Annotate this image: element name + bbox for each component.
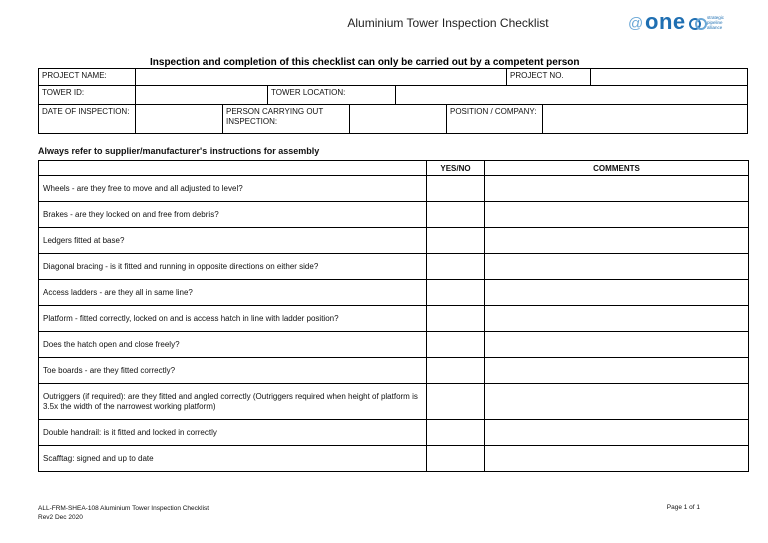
section-title: Always refer to supplier/manufacturer's instructions for assembly [38,146,320,156]
logo-one: one [645,9,686,34]
header-comments: COMMENTS [485,161,749,176]
checklist-question: Access ladders - are they all in same line? [39,280,427,306]
position-company-field[interactable] [542,104,748,134]
tower-location-field[interactable] [395,85,748,105]
logo-rings-icon [688,16,708,32]
comments-cell[interactable] [485,446,749,472]
project-name-field[interactable] [135,68,507,86]
checklist-question: Scafftag: signed and up to date [39,446,427,472]
footer-page-number: Page 1 of 1 [666,504,700,511]
checklist-question: Toe boards - are they fitted correctly? [39,358,427,384]
comments-cell[interactable] [485,228,749,254]
checklist-row [39,358,749,384]
tower-location-label: TOWER LOCATION: [267,85,396,105]
yes-no-cell[interactable] [427,280,485,306]
comments-cell[interactable] [485,202,749,228]
project-no-field[interactable] [590,68,748,86]
yes-no-cell[interactable] [427,332,485,358]
logo-at: @ [628,15,644,32]
checklist-row [39,332,749,358]
comments-cell[interactable] [485,176,749,202]
checklist-row [39,280,749,306]
document-title: Aluminium Tower Inspection Checklist [347,16,549,30]
header-fields-grid [38,68,748,134]
footer-revision: Rev2 Dec 2020 [38,514,83,521]
checklist-question: Diagonal bracing - is it fitted and running in opposite directions on either side? [39,254,427,280]
yes-no-cell[interactable] [427,420,485,446]
tower-id-field[interactable] [135,85,268,105]
competent-person-notice: Inspection and completion of this checklist can only be carried out by a competent person [150,57,580,68]
header-item [39,161,427,176]
one-logo [628,9,738,38]
yes-no-cell[interactable] [427,446,485,472]
checklist-question: Does the hatch open and close freely? [39,332,427,358]
checklist-row [39,228,749,254]
checklist-question: Brakes - are they locked on and free from debris? [39,202,427,228]
comments-cell[interactable] [485,306,749,332]
yes-no-cell[interactable] [427,176,485,202]
checklist-row [39,202,749,228]
tower-id-label: TOWER ID: [38,85,136,105]
person-carrying-out-field[interactable] [349,104,447,134]
checklist-question: Double handrail: is it fitted and locked in correctly [39,420,427,446]
yes-no-cell[interactable] [427,306,485,332]
comments-cell[interactable] [485,420,749,446]
project-no-label: PROJECT NO. [506,68,591,86]
comments-cell[interactable] [485,332,749,358]
position-company-label: POSITION / COMPANY: [446,104,543,134]
checklist-question: Ledgers fitted at base? [39,228,427,254]
logo-tagline: strategic pipeline alliance [707,15,725,30]
checklist-question: Platform - fitted correctly, locked on and is access hatch in line with ladder position? [39,306,427,332]
date-of-inspection-label: DATE OF INSPECTION: [38,104,136,134]
checklist-row [39,254,749,280]
checklist-row [39,176,749,202]
footer-doc-info [38,504,209,522]
checklist-question: Wheels - are they free to move and all adjusted to level? [39,176,427,202]
person-carrying-out-label: PERSON CARRYING OUT INSPECTION: [222,104,350,134]
header-yes-no: YES/NO [427,161,485,176]
comments-cell[interactable] [485,384,749,420]
yes-no-cell[interactable] [427,384,485,420]
checklist-row [39,384,749,420]
checklist-row [39,306,749,332]
comments-cell[interactable] [485,280,749,306]
comments-cell[interactable] [485,254,749,280]
inspection-checklist-table [38,160,749,472]
project-name-label: PROJECT NAME: [38,68,136,86]
yes-no-cell[interactable] [427,254,485,280]
footer-doc-ref: ALL-FRM-SHEA-108 Aluminium Tower Inspection Checklist [38,505,210,512]
yes-no-cell[interactable] [427,228,485,254]
checklist-row [39,420,749,446]
yes-no-cell[interactable] [427,358,485,384]
yes-no-cell[interactable] [427,202,485,228]
checklist-question: Outriggers (if required): are they fitted and angled correctly (Outriggers required when height of platform is 3.5x the width of the narrowest working platform) [39,384,427,420]
comments-cell[interactable] [485,358,749,384]
checklist-header-row [39,161,749,176]
checklist-row [39,446,749,472]
date-of-inspection-field[interactable] [135,104,223,134]
